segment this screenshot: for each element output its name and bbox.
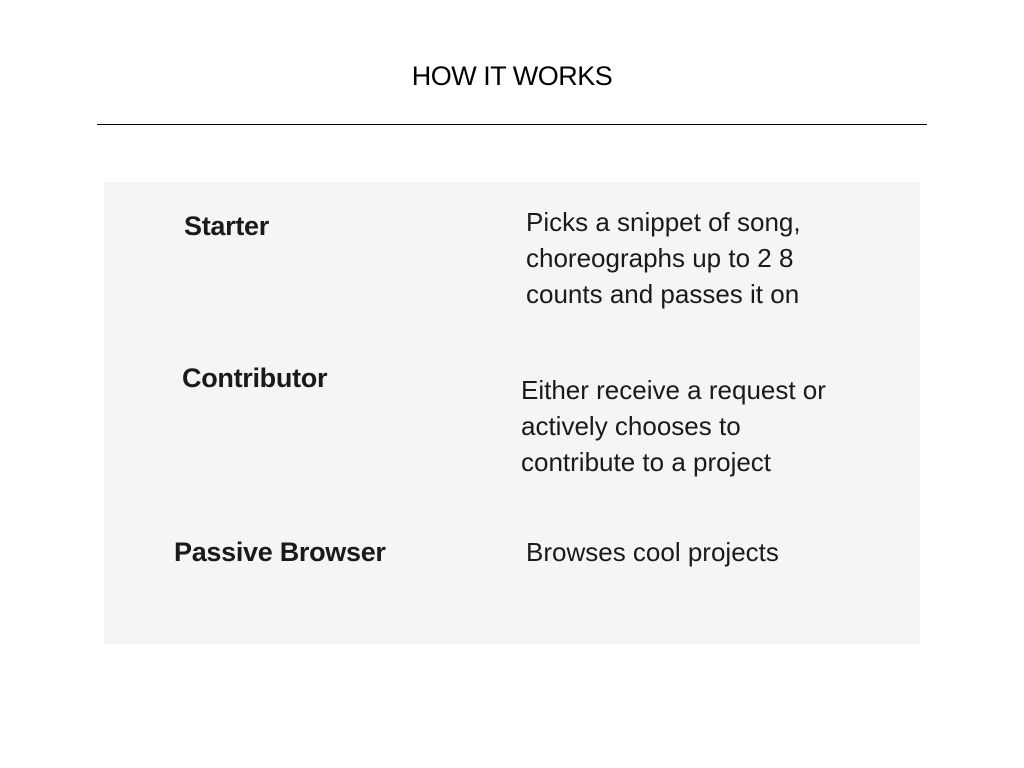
title-divider [97, 124, 927, 125]
role-label-starter: Starter [184, 211, 269, 241]
role-label-passive-browser: Passive Browser [174, 537, 386, 567]
role-description-passive-browser: Browses cool projects [526, 537, 779, 567]
role-label-contributor: Contributor [182, 363, 328, 393]
role-description-contributor: Either receive a request or actively chooses to contribute to a project [521, 375, 826, 477]
page-title: HOW IT WORKS [411, 61, 613, 91]
role-description-starter: Picks a snippet of song, choreographs up to 2 8 counts and passes it on [526, 207, 801, 309]
